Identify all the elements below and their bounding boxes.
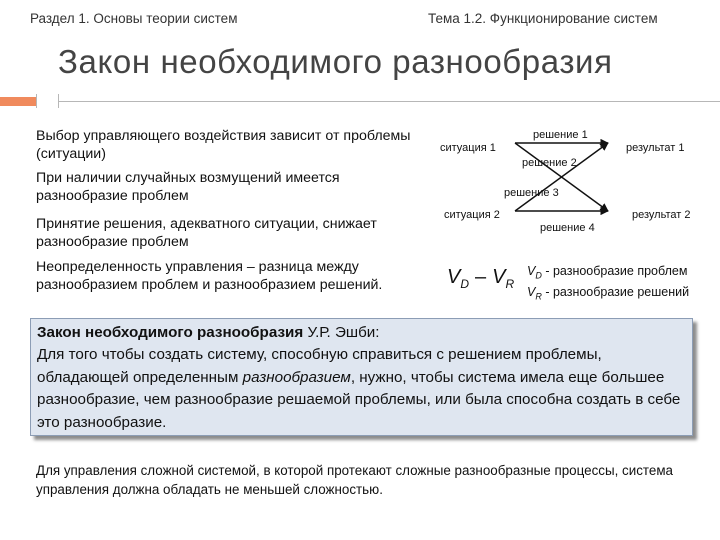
text-choice-of-action: Выбор управляющего воздействия зависит от проблемы (ситуации) <box>36 128 411 162</box>
formula-legend <box>527 263 689 304</box>
uncertainty-formula: $V_D - V_R$ <box>447 266 515 291</box>
title-rule-accent <box>0 97 36 106</box>
label-decision-1: решение 1 <box>533 129 588 141</box>
law-text-b: , нужно, чтобы система имела еще большее разнообразие, чем разнообразие решаемой проблемы, или была способна создать в себе это разнообразие. <box>37 368 681 431</box>
label-situation-2: ситуация 2 <box>444 209 500 221</box>
text-random-disturbances: При наличии случайных возмущений имеется разнообразие проблем <box>36 170 340 204</box>
label-decision-3: решение 3 <box>504 187 559 199</box>
label-result-1: результат 1 <box>626 142 685 154</box>
slide-title: Закон необходимого разнообразия <box>58 43 613 80</box>
label-decision-4: решение 4 <box>540 222 595 234</box>
law-statement-box <box>30 318 693 436</box>
label-situation-1: ситуация 1 <box>440 142 496 154</box>
legend-vd: $V_D$ - разнообразие проблем <box>527 264 688 281</box>
topic-header: Тема 1.2. Функционирование систем <box>428 11 658 26</box>
footer-note: Для управления сложной системой, в которой протекают сложные разнообразные процессы, система управления должна обладать не меньшей сложностью. <box>36 463 673 497</box>
text-decision-reduces: Принятие решения, адекватного ситуации, снижает разнообразие проблем <box>36 216 377 250</box>
section-header: Раздел 1. Основы теории систем <box>30 11 238 26</box>
law-author: У.Р. Эшби: <box>303 324 380 341</box>
law-name: Закон необходимого разнообразия <box>37 324 304 341</box>
decision-diagram <box>430 124 715 244</box>
title-rule-tick <box>36 94 58 108</box>
law-text-italic: разнообразием <box>242 368 351 386</box>
label-decision-2: решение 2 <box>522 157 577 169</box>
law-text-a: Для того чтобы создать систему, способную справиться с решением проблемы, обладающей определенным <box>37 346 602 386</box>
label-result-2: результат 2 <box>632 209 691 221</box>
title-rule <box>58 101 720 102</box>
legend-vr: $V_R$ - разнообразие решений <box>527 284 690 301</box>
text-uncertainty: Неопределенность управления – разница между разнообразием проблем и разнообразием решений. <box>36 259 383 293</box>
